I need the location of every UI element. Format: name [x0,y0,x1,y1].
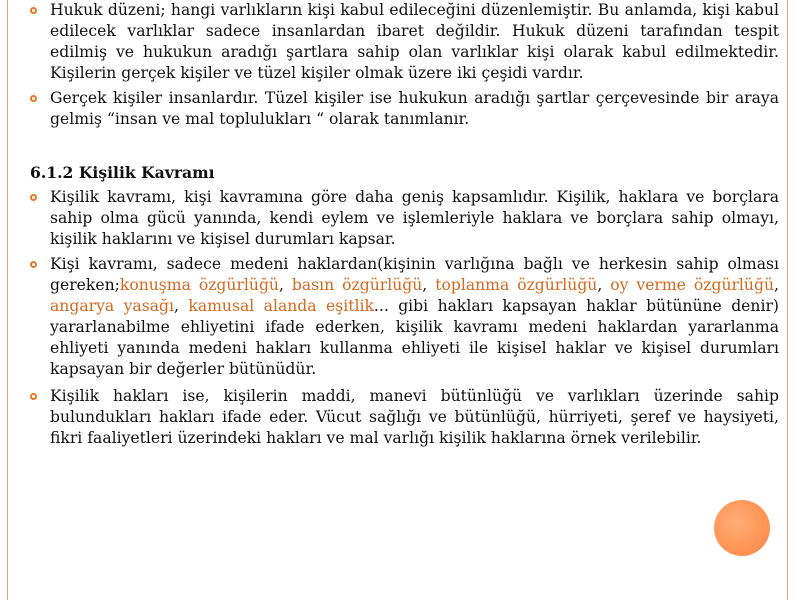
slide-content [30,0,779,449]
slide-border-left [7,0,8,600]
paragraph-5-text: Kişilik hakları ise, kişilerin maddi, manevi bütünlüğü ve varlıkları üzerinde sahip bulundukları hakları ifade eder. Vücut sağlığı ve bütünlüğü, hürriyeti, şeref ve haysiyeti, fikri faaliyetleri üzerindeki hakları ve mal varlığı kişilik haklarına örnek verilebilir. [50,387,779,447]
paragraph-3-text: Kişilik kavramı, kişi kavramına göre daha geniş kapsamlıdır. Kişilik, haklara ve borçlara sahip olma gücü yanında, kendi eylem ve işlemleriyle haklara ve borçlara sahip olmayı, kişilik haklarını ve kişisel durumları kapsar. [50,188,779,248]
highlight-vote-freedom: oy verme özgürlüğü [610,276,774,294]
paragraph-4-text [50,255,779,378]
paragraph-4-separator: , [422,276,436,294]
bullet-icon [30,393,37,400]
decorative-circle [714,500,770,556]
section-heading: 6.1.2 Kişilik Kavramı [30,163,215,182]
highlight-forced-labor-ban: angarya yasağı [50,297,174,315]
highlight-assembly-freedom: toplanma özgürlüğü [435,276,598,294]
highlight-press-freedom: basın özgürlüğü [291,276,423,294]
highlight-public-equality: kamusal alanda eşitlik [188,297,374,315]
paragraph-4-separator: , [774,276,779,294]
highlight-speech-freedom: konuşma özgürlüğü [119,276,279,294]
paragraph-4-text-part: Kişi kavramı, sadece medeni haklardan(kişinin varlığına bağlı ve herkesin sahip olması gereken; [50,255,779,294]
paragraph-4-separator: , [278,276,292,294]
paragraph-4-separator: , [173,297,189,315]
bullet-paragraph-4 [30,254,779,380]
bullet-paragraph-3 [30,187,779,250]
bullet-icon [30,95,37,102]
slide-border-right [787,0,788,600]
paragraph-1-text: Hukuk düzeni; hangi varlıkların kişi kabul edileceğini düzenlemiştir. Bu anlamda, kişi kabul edilecek varlıklar sadece insanlardan ibaret değildir. Hukuk düzeni tarafından tespit edilmiş ve hukukun aradığı şartlara sahip olan varlıklar kişi olarak kabul edilmektedir. Kişilerin gerçek kişiler ve tüzel kişiler olmak üzere iki çeşidi vardır. [50,1,779,82]
paragraph-4-text-end: ... gibi hakları kapsayan haklar bütününe denir) yararlanabilme ehliyetini ifade ederken, kişilik kavramı medeni haklardan yararlanma ehliyeti yanında medeni hakları kullanma ehliyeti ile kişisel haklar ve kişisel durumları kapsayan bir değerler bütünüdür. [50,297,779,378]
bullet-icon [30,261,37,268]
bullet-paragraph-2 [30,88,779,130]
paragraph-4-separator: , [597,276,611,294]
paragraph-2-text: Gerçek kişiler insanlardır. Tüzel kişiler ise hukukun aradığı şartlar çerçevesinde bir araya gelmiş “insan ve mal toplulukları “ olarak tanımlanır. [50,89,779,128]
bullet-icon [30,194,37,201]
bullet-paragraph-5 [30,386,779,449]
bullet-icon [30,7,37,14]
bullet-paragraph-1 [30,0,779,84]
